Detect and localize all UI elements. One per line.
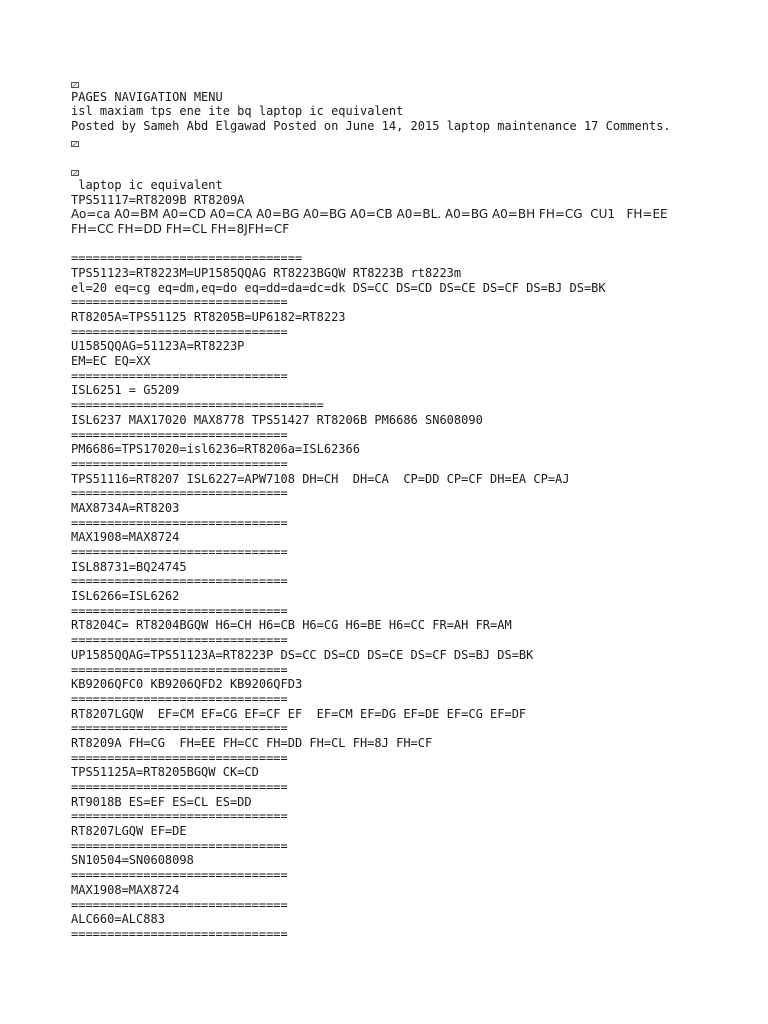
separator-line: ============================== [71, 633, 288, 648]
text-line: ISL6266=ISL6262 [71, 589, 180, 604]
text-line: RT8205A=TPS51125 RT8205B=UP6182=RT8223 [71, 310, 346, 324]
text-line: PAGES NAVIGATION MENU [71, 89, 223, 104]
text-line: KB9206QFC0 KB9206QFD2 KB9206QFD3 [71, 677, 303, 692]
text-line: Ao=ca A0=BM A0=CD A0=CA A0=BG A0=BG A0=CB A0=BL. A0=BG A0=BH FH=CG CU1 FH=EE [71, 207, 668, 222]
text-line: RT8204C= RT8204BGQW H6=CH H6=CB H6=CG H6=BE H6=CC FR=AH FR=AM [71, 618, 512, 633]
separator-line: ============================== [71, 721, 288, 736]
text-line: RT9018B ES=EF ES=CL ES=DD [71, 794, 252, 809]
text-line: ISL6237 MAX17020 MAX8778 TPS51427 RT8206B PM6686 SN608090 [71, 412, 483, 427]
separator-line: ============================== [71, 574, 288, 589]
separator-line: ============================== [71, 515, 288, 530]
separator-line: ================================ [71, 251, 303, 266]
separator-line: ============================== [71, 545, 288, 559]
text-line: TPS51117=RT8209B RT8209A [71, 192, 245, 207]
text-line: ISL6251 = G5209 [71, 383, 180, 398]
broken-image-icon [71, 141, 79, 147]
image-placeholder-line [71, 134, 751, 149]
separator-line: ============================== [71, 780, 288, 794]
text-line: UP1585QQAG=TPS51123A=RT8223P DS=CC DS=CD DS=CE DS=CF DS=BJ DS=BK [71, 647, 534, 662]
text-line: Posted by Sameh Abd Elgawad Posted on June 14, 2015 laptop maintenance 17 Comments. [71, 119, 671, 134]
text-line: ISL88731=BQ24745 [71, 559, 187, 574]
text-line: laptop ic equivalent [71, 177, 223, 192]
text-line: EM=EC EQ=XX [71, 354, 151, 369]
separator-line: ============================== [71, 427, 288, 442]
text-line: el=20 eq=cg eq=dm,eq=do eq=dd=da=dc=dk DS=CC DS=CD DS=CE DS=CF DS=BJ DS=BK [71, 280, 606, 295]
text-line: ALC660=ALC883 [71, 912, 165, 927]
separator-line: ============================== [71, 486, 288, 501]
text-line: PM6686=TPS17020=isl6236=RT8206a=ISL62366 [71, 442, 360, 457]
separator-line: ============================== [71, 456, 288, 471]
text-line: RT8207LGQW EF=DE [71, 824, 187, 839]
text-line: TPS51123=RT8223M=UP1585QQAG RT8223BGQW RT8223B rt8223m [71, 265, 462, 280]
blank-line [71, 237, 751, 252]
image-placeholder-line [71, 163, 751, 178]
broken-image-icon [71, 82, 79, 88]
text-line: SN10504=SN0608098 [71, 853, 194, 868]
text-line: FH=CC FH=DD FH=CL FH=8JFH=CF [71, 221, 290, 236]
separator-line: ============================== [71, 295, 288, 310]
separator-line: ============================== [71, 662, 288, 677]
text-line: MAX1908=MAX8724 [71, 530, 180, 545]
text-line: RT8207LGQW EF=CM EF=CG EF=CF EF EF=CM EF=DG EF=DE EF=CG EF=DF [71, 706, 527, 721]
separator-line: ============================== [71, 368, 288, 383]
separator-line: =================================== [71, 398, 324, 413]
text-line: TPS51116=RT8207 ISL6227=APW7108 DH=CH DH=CA CP=DD CP=CF DH=EA CP=AJ [71, 471, 570, 486]
text-line: MAX1908=MAX8724 [71, 882, 180, 897]
text-line: RT8209A FH=CG FH=EE FH=CC FH=DD FH=CL FH=8J FH=CF [71, 735, 433, 750]
separator-line: ============================== [71, 603, 288, 618]
text-line: TPS51125A=RT8205BGQW CK=CD [71, 765, 259, 780]
broken-image-icon [71, 170, 79, 176]
separator-line: ============================== [71, 809, 288, 824]
separator-line: ============================== [71, 868, 288, 883]
text-line: U1585QQAG=51123A=RT8223P [71, 339, 245, 354]
separator-line: ============================== [71, 897, 288, 912]
document-page [71, 75, 751, 942]
separator-line: ============================== [71, 324, 288, 339]
separator-line: ============================== [71, 838, 288, 853]
separator-line: ============================== [71, 926, 288, 941]
image-placeholder-line [71, 75, 751, 90]
separator-line: ============================== [71, 750, 288, 765]
text-line: MAX8734A=RT8203 [71, 500, 180, 515]
separator-line: ============================== [71, 691, 288, 706]
text-line: isl maxiam tps ene ite bq laptop ic equivalent [71, 104, 404, 119]
blank-line [71, 148, 751, 163]
